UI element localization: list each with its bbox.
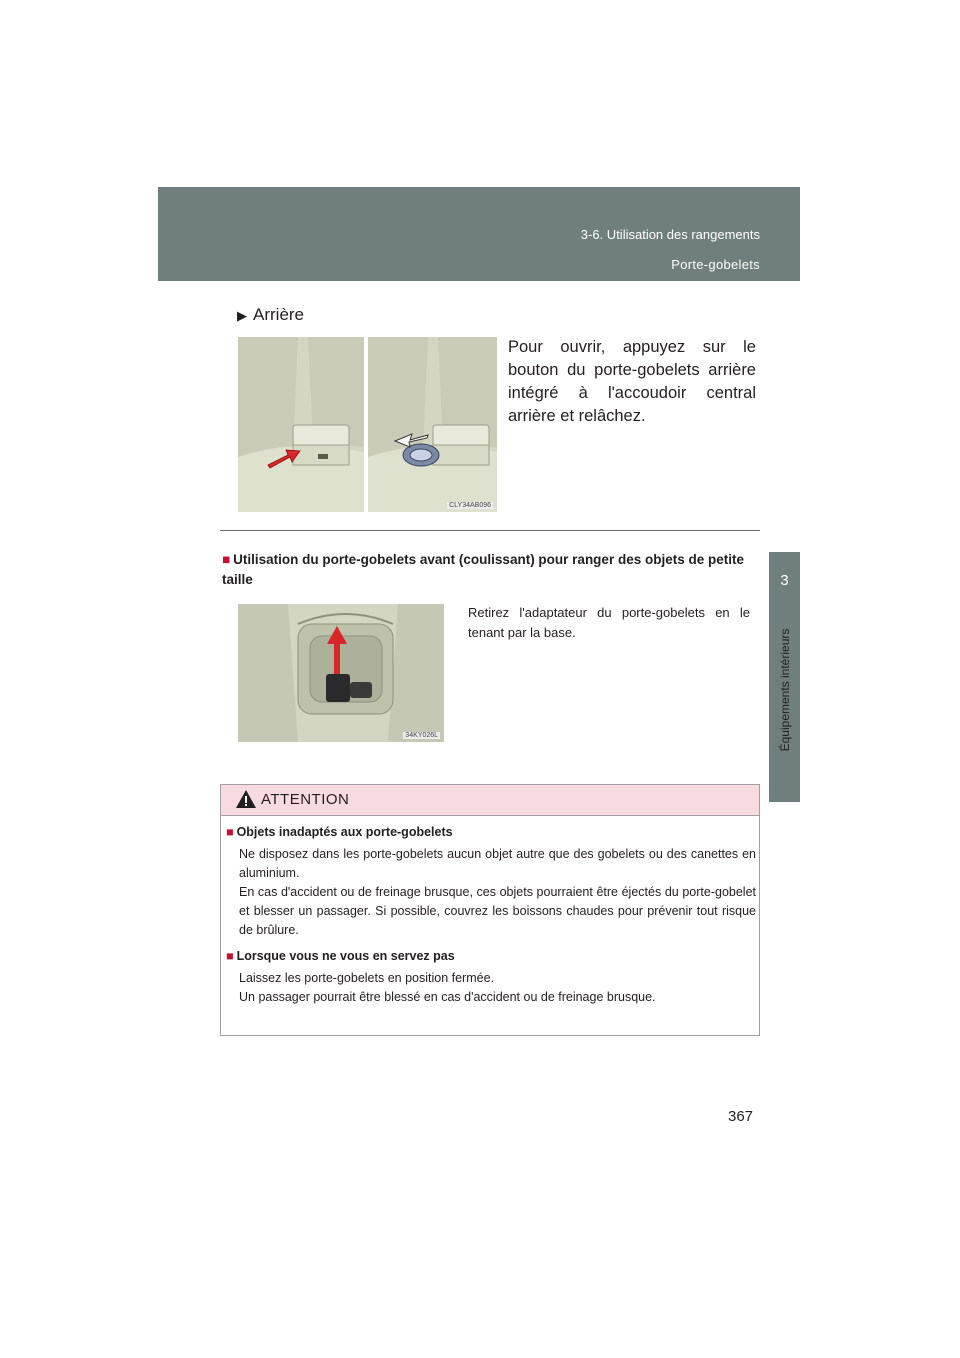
caution-item-2-heading: Lorsque vous ne vous en servez pas: [236, 949, 455, 963]
caution-header: [221, 785, 759, 816]
square-bullet-icon: ■: [226, 949, 234, 963]
rear-heading-label: Arrière: [253, 305, 305, 324]
usage-heading: [222, 550, 756, 590]
caution-title: ATTENTION: [261, 791, 350, 808]
rear-cupholder-image: [238, 337, 497, 512]
rear-instructions: Pour ouvrir, appuyez sur le bouton du porte-gobelets arrière intégré à l'accoudoir central arrière et relâchez.: [508, 338, 756, 425]
warning-icon: [235, 789, 257, 809]
caution-item-heading: [226, 949, 756, 963]
caution-item-1-text1: Ne disposez dans les porte-gobelets aucun objet autre que des gobelets ou des canettes en aluminium.: [239, 847, 756, 880]
header-band: [158, 187, 800, 281]
front-cupholder-image: [238, 604, 444, 742]
caution-item-2-text1: Laissez les porte-gobelets en position fermée.: [239, 971, 495, 985]
triangle-bullet-icon: ▶: [237, 308, 247, 323]
rear-image-code: CLY34AB096: [449, 502, 491, 509]
caution-item-1-heading: Objets inadaptés aux porte-gobelets: [236, 825, 453, 839]
caution-box: [220, 784, 760, 1036]
rear-cupholder-illustration: [238, 337, 497, 512]
section-title: 3-6. Utilisation des rangements: [580, 227, 760, 242]
square-bullet-icon: ■: [226, 825, 234, 839]
chapter-number: 3: [780, 572, 789, 589]
caution-item-heading: [226, 825, 756, 839]
chapter-title: Équipements intérieurs: [778, 628, 792, 752]
chapter-title-area: [771, 590, 799, 790]
square-bullet-icon: ■: [222, 552, 231, 567]
caution-item-2-text2: Un passager pourrait être blessé en cas d'accident ou de freinage brusque.: [239, 990, 656, 1004]
front-image-code: 34KY026L: [405, 732, 438, 739]
caution-body: [226, 825, 756, 1007]
subsection-title: Porte-gobelets: [671, 257, 760, 272]
rear-heading: [237, 305, 304, 325]
front-cupholder-illustration: [238, 604, 444, 742]
usage-instructions: Retirez l'adaptateur du porte-gobelets en le tenant par la base.: [468, 605, 750, 640]
section-divider: [220, 530, 760, 531]
caution-item-1-text2: En cas d'accident ou de freinage brusque, ces objets pourraient être éjectés du porte-gobelet et blesser un passager. Si possible, couvrez les boissons chaudes pour prévenir tout risque de brûlure.: [239, 885, 756, 937]
usage-heading-label: Utilisation du porte-gobelets avant (coulissant) pour ranger des objets de petite taille: [222, 552, 744, 587]
page-number: 367: [728, 1108, 754, 1125]
